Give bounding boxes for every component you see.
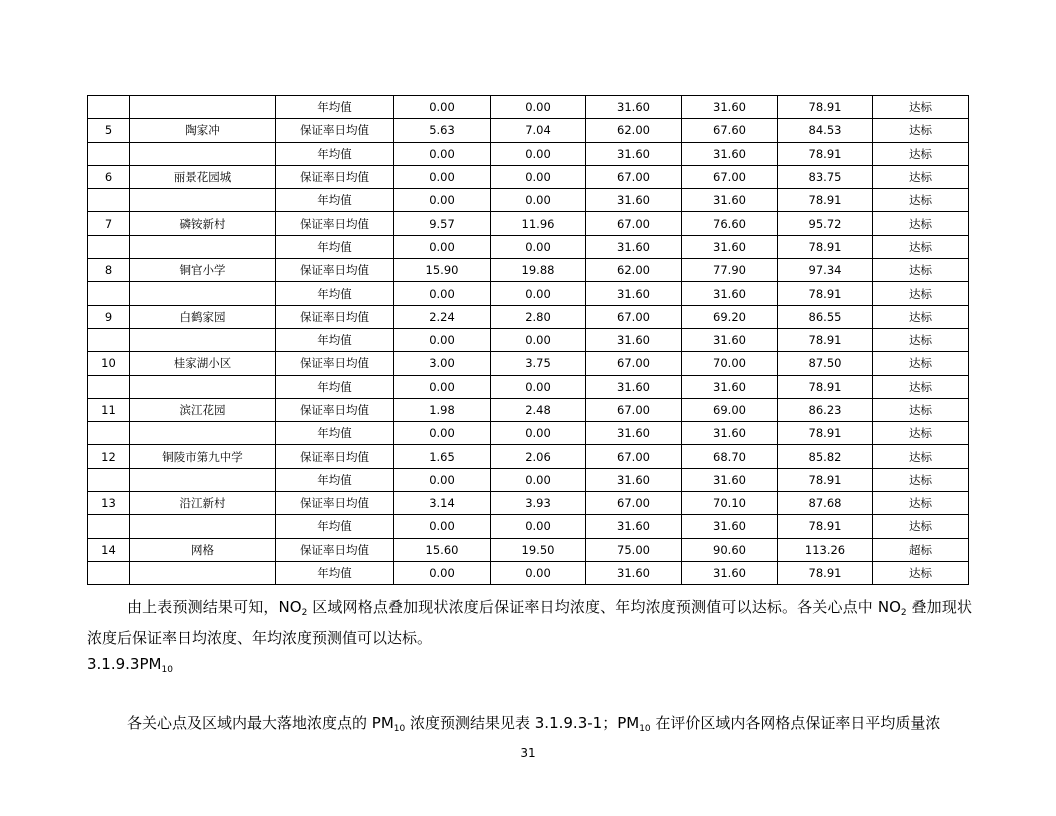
value-col-3: 31.60 — [586, 468, 682, 491]
status-cell: 达标 — [873, 165, 969, 188]
point-number — [88, 282, 130, 305]
status-cell: 达标 — [873, 189, 969, 212]
value-col-2: 0.00 — [491, 282, 586, 305]
status-cell: 达标 — [873, 142, 969, 165]
value-col-2: 0.00 — [491, 515, 586, 538]
value-col-4: 31.60 — [682, 468, 778, 491]
value-col-2: 3.93 — [491, 492, 586, 515]
status-cell: 达标 — [873, 119, 969, 142]
value-col-2: 11.96 — [491, 212, 586, 235]
section-heading: $3.1.9.3PM_{10}$ — [87, 655, 173, 675]
status-cell: 达标 — [873, 515, 969, 538]
value-col-1: 1.65 — [394, 445, 491, 468]
table-row — [88, 492, 969, 515]
table-row — [88, 212, 969, 235]
value-type: 保证率日均值 — [276, 538, 394, 561]
status-cell: 达标 — [873, 398, 969, 421]
value-col-5: 78.91 — [778, 328, 873, 351]
table-row — [88, 561, 969, 584]
table-row — [88, 259, 969, 282]
point-number — [88, 142, 130, 165]
value-col-4: 70.00 — [682, 352, 778, 375]
point-number — [88, 328, 130, 351]
value-col-2: 19.88 — [491, 259, 586, 282]
status-cell: 达标 — [873, 96, 969, 119]
value-col-5: 78.91 — [778, 422, 873, 445]
value-col-5: 87.50 — [778, 352, 873, 375]
value-col-1: 3.00 — [394, 352, 491, 375]
status-cell: 达标 — [873, 375, 969, 398]
value-col-5: 86.55 — [778, 305, 873, 328]
value-col-4: 67.60 — [682, 119, 778, 142]
value-col-1: 0.00 — [394, 189, 491, 212]
value-col-2: 3.75 — [491, 352, 586, 375]
value-col-3: 31.60 — [586, 515, 682, 538]
table-row — [88, 282, 969, 305]
value-type: 保证率日均值 — [276, 305, 394, 328]
table-row — [88, 422, 969, 445]
value-col-5: 95.72 — [778, 212, 873, 235]
point-number — [88, 561, 130, 584]
value-col-3: 31.60 — [586, 96, 682, 119]
value-col-1: 0.00 — [394, 235, 491, 258]
value-type: 保证率日均值 — [276, 212, 394, 235]
value-col-4: 76.60 — [682, 212, 778, 235]
value-col-2: 7.04 — [491, 119, 586, 142]
value-col-1: 0.00 — [394, 515, 491, 538]
status-cell: 达标 — [873, 328, 969, 351]
page-number: 31 — [520, 746, 536, 760]
value-col-5: 84.53 — [778, 119, 873, 142]
pm10-paragraph: 各关心点及区域内最大落地浓度点的 $PM_{10}$ 浓度预测结果见表 3.1.9.3-1；$PM_{10}$ 在评价区域内各网格点保证率日平均质量浓 — [127, 714, 941, 734]
table-row — [88, 142, 969, 165]
status-cell: 达标 — [873, 561, 969, 584]
value-type: 年均值 — [276, 515, 394, 538]
status-cell: 超标 — [873, 538, 969, 561]
value-col-3: 31.60 — [586, 189, 682, 212]
value-type: 年均值 — [276, 468, 394, 491]
value-col-4: 31.60 — [682, 96, 778, 119]
value-type: 保证率日均值 — [276, 445, 394, 468]
point-name — [130, 422, 276, 445]
value-col-1: 0.00 — [394, 282, 491, 305]
value-col-1: 15.90 — [394, 259, 491, 282]
point-name — [130, 328, 276, 351]
table-row — [88, 96, 969, 119]
value-col-1: 0.00 — [394, 328, 491, 351]
value-col-5: 83.75 — [778, 165, 873, 188]
value-col-4: 67.00 — [682, 165, 778, 188]
value-col-3: 62.00 — [586, 119, 682, 142]
value-col-2: 0.00 — [491, 375, 586, 398]
value-col-4: 70.10 — [682, 492, 778, 515]
value-col-3: 67.00 — [586, 212, 682, 235]
point-number — [88, 468, 130, 491]
value-type: 年均值 — [276, 328, 394, 351]
value-col-5: 113.26 — [778, 538, 873, 561]
point-name: 铜官小学 — [130, 259, 276, 282]
value-type: 保证率日均值 — [276, 259, 394, 282]
value-type: 保证率日均值 — [276, 165, 394, 188]
table-row — [88, 352, 969, 375]
point-name: 陶家冲 — [130, 119, 276, 142]
point-number — [88, 375, 130, 398]
value-col-3: 31.60 — [586, 142, 682, 165]
value-col-2: 0.00 — [491, 561, 586, 584]
point-number: 8 — [88, 259, 130, 282]
value-col-1: 0.00 — [394, 468, 491, 491]
point-name: 滨江花园 — [130, 398, 276, 421]
point-number: 10 — [88, 352, 130, 375]
value-col-3: 75.00 — [586, 538, 682, 561]
value-col-4: 69.00 — [682, 398, 778, 421]
value-col-3: 67.00 — [586, 165, 682, 188]
value-type: 保证率日均值 — [276, 119, 394, 142]
value-col-3: 67.00 — [586, 352, 682, 375]
value-type: 保证率日均值 — [276, 352, 394, 375]
status-cell: 达标 — [873, 235, 969, 258]
value-col-1: 0.00 — [394, 142, 491, 165]
value-col-4: 31.60 — [682, 189, 778, 212]
value-col-2: 0.00 — [491, 189, 586, 212]
value-col-3: 67.00 — [586, 445, 682, 468]
point-number: 12 — [88, 445, 130, 468]
value-col-4: 31.60 — [682, 515, 778, 538]
value-col-4: 31.60 — [682, 375, 778, 398]
value-type: 年均值 — [276, 561, 394, 584]
value-type: 年均值 — [276, 96, 394, 119]
table-row — [88, 398, 969, 421]
point-name: 白鹤家园 — [130, 305, 276, 328]
value-type: 年均值 — [276, 189, 394, 212]
value-col-2: 2.48 — [491, 398, 586, 421]
value-col-3: 31.60 — [586, 561, 682, 584]
value-col-4: 31.60 — [682, 561, 778, 584]
value-col-2: 2.80 — [491, 305, 586, 328]
point-name — [130, 235, 276, 258]
value-col-3: 67.00 — [586, 305, 682, 328]
point-number: 6 — [88, 165, 130, 188]
value-col-5: 78.91 — [778, 189, 873, 212]
value-col-2: 0.00 — [491, 328, 586, 351]
point-number: 5 — [88, 119, 130, 142]
value-col-4: 90.60 — [682, 538, 778, 561]
value-col-5: 97.34 — [778, 259, 873, 282]
value-type: 年均值 — [276, 282, 394, 305]
point-name — [130, 561, 276, 584]
value-col-4: 31.60 — [682, 422, 778, 445]
value-type: 年均值 — [276, 422, 394, 445]
value-col-5: 78.91 — [778, 235, 873, 258]
point-name — [130, 142, 276, 165]
value-col-3: 31.60 — [586, 328, 682, 351]
status-cell: 达标 — [873, 282, 969, 305]
table-row — [88, 375, 969, 398]
value-col-1: 0.00 — [394, 165, 491, 188]
point-name: 磷铵新村 — [130, 212, 276, 235]
value-type: 年均值 — [276, 235, 394, 258]
value-col-5: 86.23 — [778, 398, 873, 421]
value-col-1: 0.00 — [394, 422, 491, 445]
value-col-4: 31.60 — [682, 328, 778, 351]
point-number: 7 — [88, 212, 130, 235]
table-row — [88, 468, 969, 491]
table-row — [88, 515, 969, 538]
value-col-2: 0.00 — [491, 468, 586, 491]
summary-paragraph: 由上表预测结果可知，$NO_2$ 区域网格点叠加现状浓度后保证率日均浓度、年均浓度预测值可以达标。各关心点中 $NO_2$ 叠加现状浓度后保证率日均浓度、年均浓度预测值可以达标。 — [87, 598, 972, 647]
value-col-3: 31.60 — [586, 282, 682, 305]
table-row — [88, 165, 969, 188]
value-col-5: 78.91 — [778, 282, 873, 305]
status-cell: 达标 — [873, 422, 969, 445]
value-col-1: 9.57 — [394, 212, 491, 235]
value-col-5: 78.91 — [778, 96, 873, 119]
value-col-2: 0.00 — [491, 96, 586, 119]
value-col-4: 31.60 — [682, 282, 778, 305]
value-col-5: 78.91 — [778, 375, 873, 398]
value-col-1: 5.63 — [394, 119, 491, 142]
point-name: 网格 — [130, 538, 276, 561]
status-cell: 达标 — [873, 305, 969, 328]
value-col-3: 31.60 — [586, 375, 682, 398]
point-name — [130, 515, 276, 538]
point-name — [130, 189, 276, 212]
value-col-4: 31.60 — [682, 142, 778, 165]
value-col-4: 77.90 — [682, 259, 778, 282]
value-type: 年均值 — [276, 142, 394, 165]
value-col-3: 31.60 — [586, 235, 682, 258]
value-col-1: 2.24 — [394, 305, 491, 328]
point-name: 铜陵市第九中学 — [130, 445, 276, 468]
value-col-5: 87.68 — [778, 492, 873, 515]
table-row — [88, 445, 969, 468]
status-cell: 达标 — [873, 468, 969, 491]
value-col-2: 0.00 — [491, 142, 586, 165]
status-cell: 达标 — [873, 445, 969, 468]
value-col-1: 1.98 — [394, 398, 491, 421]
point-name — [130, 468, 276, 491]
point-number — [88, 422, 130, 445]
value-col-5: 78.91 — [778, 515, 873, 538]
value-type: 保证率日均值 — [276, 398, 394, 421]
point-name — [130, 375, 276, 398]
value-col-4: 68.70 — [682, 445, 778, 468]
table-row — [88, 538, 969, 561]
concentration-table — [87, 95, 969, 585]
value-col-2: 0.00 — [491, 165, 586, 188]
table-row — [88, 305, 969, 328]
point-number: 11 — [88, 398, 130, 421]
value-col-4: 69.20 — [682, 305, 778, 328]
point-number — [88, 189, 130, 212]
status-cell: 达标 — [873, 492, 969, 515]
status-cell: 达标 — [873, 352, 969, 375]
value-col-3: 62.00 — [586, 259, 682, 282]
point-name — [130, 282, 276, 305]
value-col-3: 67.00 — [586, 492, 682, 515]
table-row — [88, 189, 969, 212]
value-col-2: 0.00 — [491, 422, 586, 445]
value-col-4: 31.60 — [682, 235, 778, 258]
value-col-2: 0.00 — [491, 235, 586, 258]
value-col-1: 0.00 — [394, 375, 491, 398]
value-col-2: 2.06 — [491, 445, 586, 468]
point-name: 桂家湖小区 — [130, 352, 276, 375]
table-row — [88, 119, 969, 142]
status-cell: 达标 — [873, 212, 969, 235]
status-cell: 达标 — [873, 259, 969, 282]
point-name: 丽景花园城 — [130, 165, 276, 188]
value-type: 保证率日均值 — [276, 492, 394, 515]
value-type: 年均值 — [276, 375, 394, 398]
value-col-5: 85.82 — [778, 445, 873, 468]
value-col-2: 19.50 — [491, 538, 586, 561]
value-col-5: 78.91 — [778, 468, 873, 491]
point-number — [88, 235, 130, 258]
value-col-3: 67.00 — [586, 398, 682, 421]
value-col-1: 0.00 — [394, 96, 491, 119]
point-name — [130, 96, 276, 119]
value-col-3: 31.60 — [586, 422, 682, 445]
point-number: 13 — [88, 492, 130, 515]
point-number: 14 — [88, 538, 130, 561]
table-row — [88, 235, 969, 258]
table-row — [88, 328, 969, 351]
point-number — [88, 515, 130, 538]
value-col-1: 15.60 — [394, 538, 491, 561]
point-name: 沿江新村 — [130, 492, 276, 515]
point-number — [88, 96, 130, 119]
value-col-1: 3.14 — [394, 492, 491, 515]
point-number: 9 — [88, 305, 130, 328]
value-col-5: 78.91 — [778, 561, 873, 584]
value-col-1: 0.00 — [394, 561, 491, 584]
value-col-5: 78.91 — [778, 142, 873, 165]
